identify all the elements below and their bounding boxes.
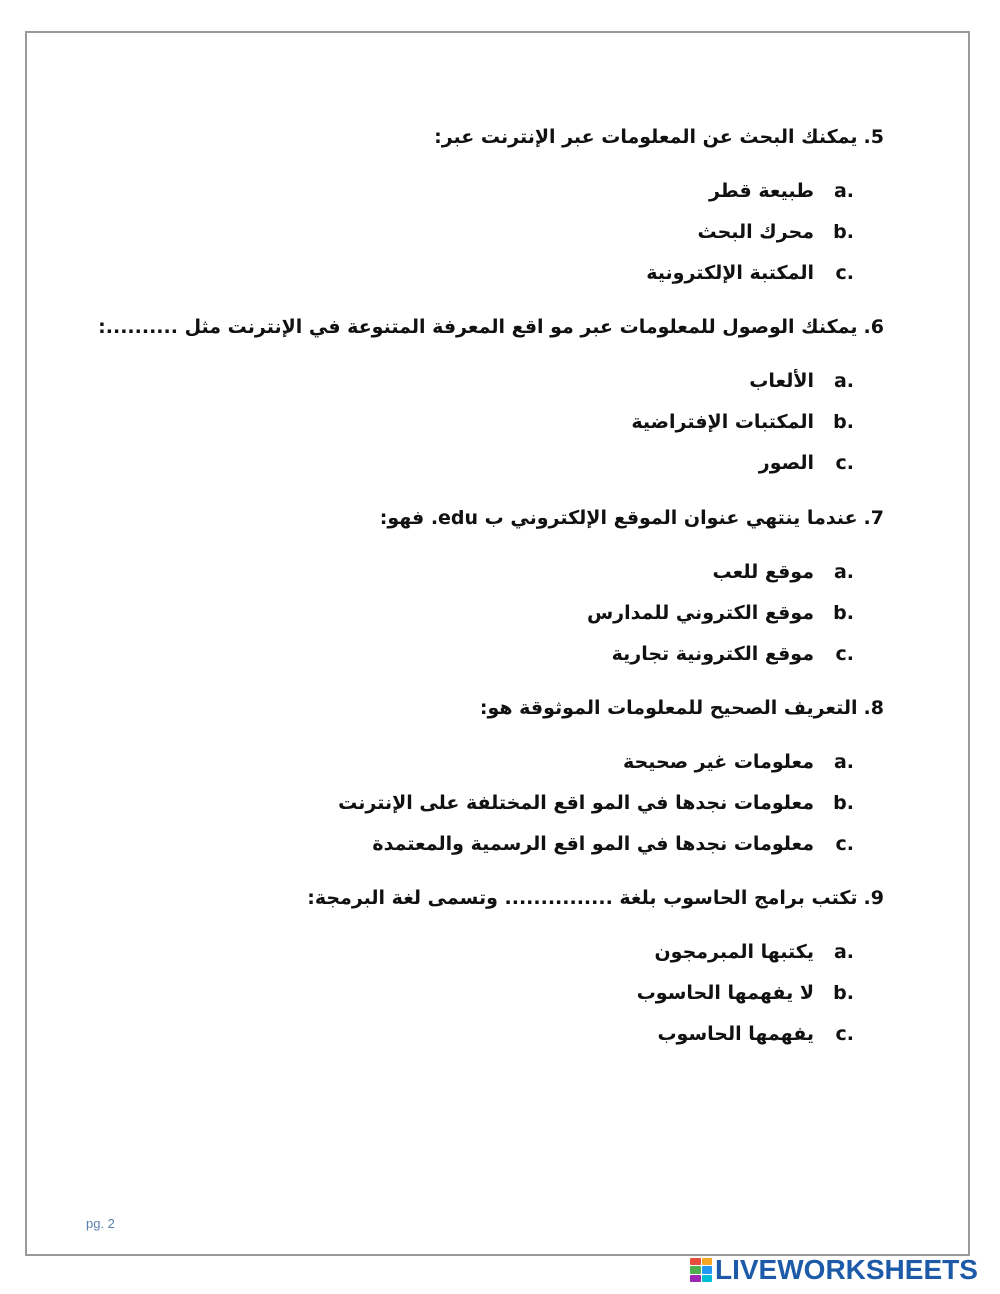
option-letter: b. xyxy=(833,792,854,814)
option-7c[interactable] xyxy=(612,641,854,667)
option-9c[interactable] xyxy=(657,1021,854,1047)
question-text: يمكنك البحث عن المعلومات عبر الإنترنت عبر: xyxy=(434,126,858,148)
option-letter: a. xyxy=(833,180,854,202)
question-7 xyxy=(380,505,884,531)
option-text: يفهمها الحاسوب xyxy=(657,1023,814,1045)
option-5c[interactable] xyxy=(646,260,854,286)
option-text: يكتبها المبرمجون xyxy=(654,941,814,963)
option-letter: b. xyxy=(833,411,854,433)
option-7a[interactable] xyxy=(713,559,854,585)
brand-logo-icon xyxy=(690,1258,712,1282)
brand-name: LIVEWORKSHEETS xyxy=(715,1254,978,1285)
question-text: تكتب برامج الحاسوب بلغة ............... وتسمى لغة البرمجة: xyxy=(307,887,858,909)
option-text: موقع الكتروني للمدارس xyxy=(586,602,814,624)
option-letter: a. xyxy=(833,941,854,963)
option-8a[interactable] xyxy=(623,749,854,775)
option-letter: a. xyxy=(833,751,854,773)
question-8 xyxy=(480,695,884,721)
option-6a[interactable] xyxy=(749,368,854,394)
option-letter: b. xyxy=(833,982,854,1004)
option-text: معلومات غير صحيحة xyxy=(623,751,814,773)
option-letter: b. xyxy=(833,221,854,243)
option-letter: b. xyxy=(833,602,854,624)
option-6c[interactable] xyxy=(759,450,854,476)
question-number: 5. xyxy=(863,126,884,148)
question-text: التعريف الصحيح للمعلومات الموثوقة هو: xyxy=(479,697,858,719)
option-letter: c. xyxy=(835,452,854,474)
question-9 xyxy=(307,885,884,911)
question-number: 6. xyxy=(863,316,884,338)
question-number: 7. xyxy=(863,507,884,529)
option-8c[interactable] xyxy=(372,831,854,857)
option-9a[interactable] xyxy=(654,939,854,965)
option-text: المكتبات الإفتراضية xyxy=(631,411,814,433)
option-letter: c. xyxy=(835,643,854,665)
option-text: الألعاب xyxy=(749,370,814,392)
option-letter: c. xyxy=(835,262,854,284)
option-6b[interactable] xyxy=(631,409,854,435)
option-text: معلومات نجدها في المو اقع المختلفة على الإنترنت xyxy=(338,792,814,814)
option-letter: c. xyxy=(835,833,854,855)
question-text: يمكنك الوصول للمعلومات عبر مو اقع المعرفة المتنوعة في الإنترنت مثل ..........: xyxy=(98,316,858,338)
option-letter: c. xyxy=(835,1023,854,1045)
option-text: المكتبة الإلكترونية xyxy=(646,262,814,284)
option-7b[interactable] xyxy=(587,600,854,626)
question-text: عندما ينتهي عنوان الموقع الإلكتروني ب edu. فهو: xyxy=(379,507,858,529)
option-text: الصور xyxy=(758,452,814,474)
option-text: موقع للعب xyxy=(712,561,814,583)
option-text: لا يفهمها الحاسوب xyxy=(636,982,814,1004)
question-number: 8. xyxy=(863,697,884,719)
page-number: pg. 2 xyxy=(86,1216,115,1231)
option-text: طبيعة قطر xyxy=(708,180,814,202)
option-5b[interactable] xyxy=(697,219,854,245)
option-text: موقع الكترونية تجارية xyxy=(611,643,814,665)
option-letter: a. xyxy=(833,561,854,583)
option-8b[interactable] xyxy=(338,790,854,816)
question-6 xyxy=(98,314,884,340)
liveworksheets-logo[interactable] xyxy=(690,1255,978,1285)
option-text: محرك البحث xyxy=(697,221,814,243)
option-5a[interactable] xyxy=(709,178,854,204)
question-number: 9. xyxy=(863,887,884,909)
question-5 xyxy=(434,124,884,150)
option-letter: a. xyxy=(833,370,854,392)
option-9b[interactable] xyxy=(637,980,854,1006)
option-text: معلومات نجدها في المو اقع الرسمية والمعتمدة xyxy=(372,833,814,855)
